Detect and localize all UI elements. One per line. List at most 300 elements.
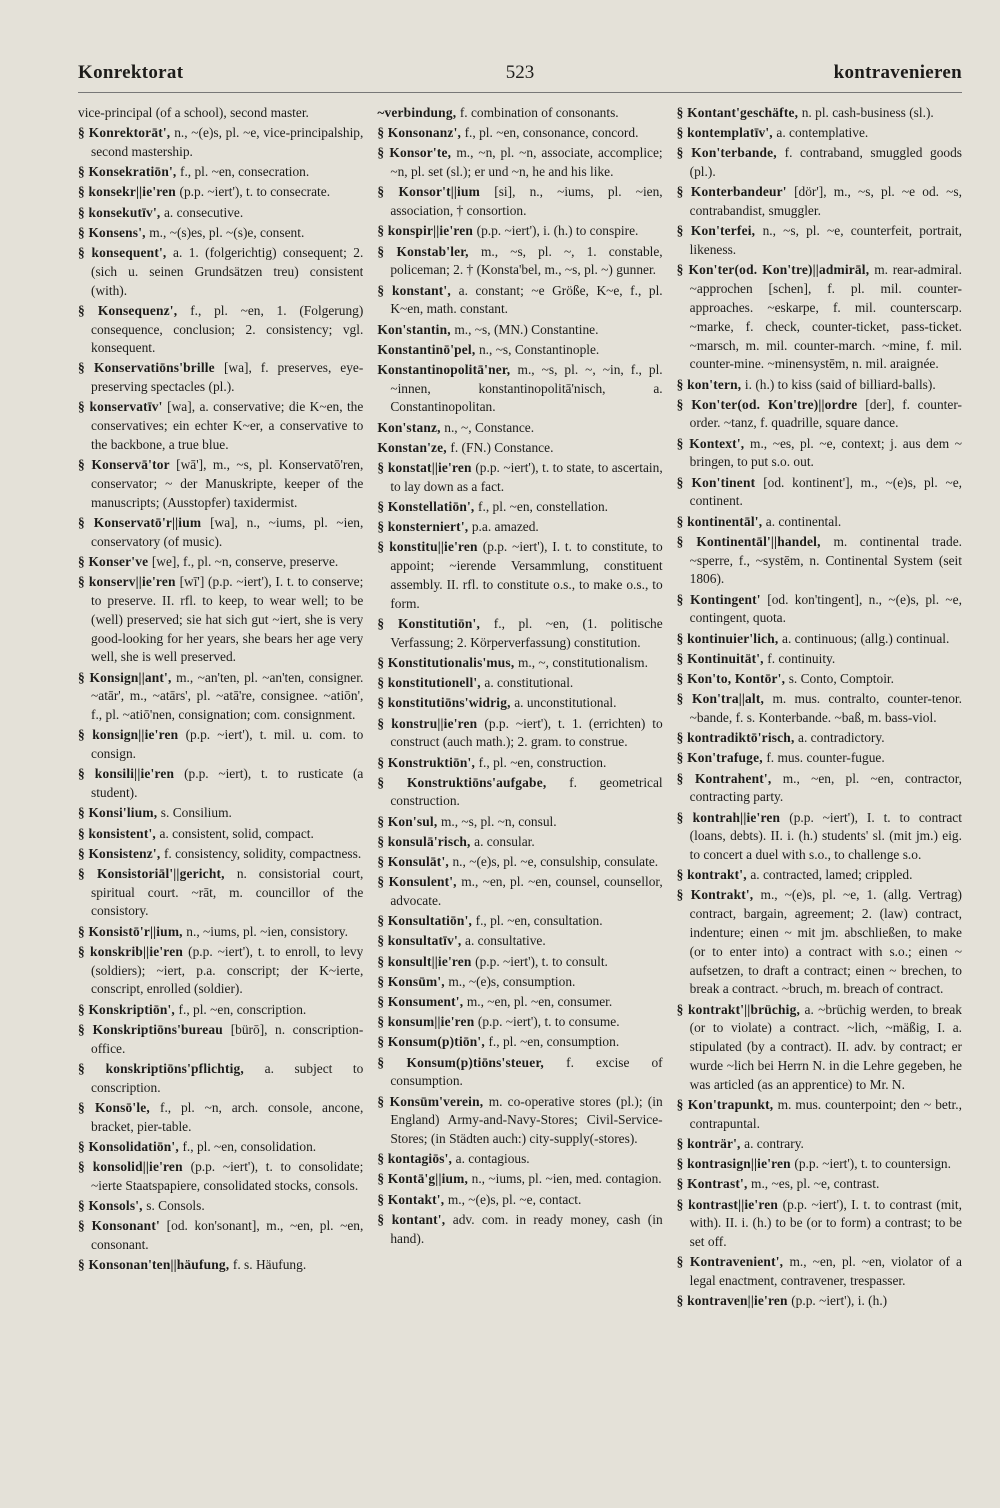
dictionary-entry <box>677 1196 962 1252</box>
entry-headword: § kontrast||ie'ren <box>676 1196 783 1212</box>
dictionary-entry <box>677 261 962 374</box>
entry-definition: f., pl. ~en, consultation. <box>475 913 603 929</box>
entry-definition: f., pl. ~en, consecration. <box>179 164 310 180</box>
dictionary-entry <box>78 302 363 358</box>
entry-headword: § Konstruktiōns'aufgabe, <box>377 774 570 790</box>
dictionary-entry <box>78 1099 363 1137</box>
dictionary-entry <box>377 973 662 992</box>
entry-headword: § Konsor't||ium <box>377 184 495 200</box>
dictionary-entry <box>677 474 962 512</box>
entry-definition: n., ~(e)s, pl. ~e, vice-principalship, second mastership. <box>91 125 364 159</box>
entry-headword: § Konsekratiōn', <box>78 164 180 180</box>
dictionary-entry <box>377 243 662 281</box>
entry-headword: § Konservā'tor <box>78 457 177 473</box>
entry-definition: m., ~s, pl. ~, ~in, f., pl. ~innen, konstantinopolitā'nisch, a. Constantinopolitan. <box>390 361 663 415</box>
dictionary-entry <box>78 943 363 999</box>
entry-definition: f., pl. ~en, constellation. <box>478 499 608 515</box>
entry-definition: (p.p. ~iert'), t. to consecrate. <box>179 184 331 200</box>
entry-definition: [wī'] (p.p. ~iert'), I. t. to conserve; to preserve. II. rfl. to keep, to wear well; to be (well) preserved; sie hat sich gut ~iert, she is very good-looking for her years, she bears her age very well, she is well preserved. <box>91 574 364 665</box>
dictionary-entry <box>677 513 962 532</box>
entry-headword: § Konsor'te, <box>377 145 457 161</box>
dictionary-entry <box>78 726 363 764</box>
entry-headword: § konsekr||ie'ren <box>78 184 180 200</box>
dictionary-entry <box>677 1096 962 1134</box>
entry-definition: f. mus. counter-fugue. <box>766 750 885 766</box>
entry-definition: a. unconstitutional. <box>514 695 617 711</box>
dictionary-entry <box>377 144 662 182</box>
dictionary-entry <box>377 1033 662 1052</box>
entry-headword: § konspir||ie'ren <box>377 223 477 239</box>
entry-definition: a. ~brüchig werden, to break (or to violate) a contract. ~lich, ~mäßig, I. a. stipulated (by a contract). II. adv. by contract; er wurde ~lich bei Herrn N. in die Lehre gegeben, he was articled (as an apprentice) to Mr. N. <box>689 1001 962 1092</box>
entry-definition: m. rear-admiral. ~approchen [schen], f. pl. mil. counter-approaches. ~eskarpe, f. mil. counterscarp. ~marke, f. check, counter-ticket, pass-ticket. ~marsch, m. mil. counter-march. ~mine, f. mil. counter-mine. ~minensystēm, n. mil. araignée. <box>689 262 962 372</box>
entry-definition: a. continental. <box>765 513 842 529</box>
entry-definition: (p.p. ~iert'), I. t. to contract (loans, debts). II. i. (h.) students' sl. (mit jm.) eig. to concert a duel with s.o., to challenge s.o. <box>689 809 962 863</box>
dictionary-entry <box>377 1191 662 1210</box>
entry-definition: (p.p. ~iert'), t. to consult. <box>475 953 608 969</box>
entry-definition: [wa], n., ~iums, pl. ~ien, conservatory (of music). <box>91 515 364 549</box>
entry-definition: n., ~iums, pl. ~ien, med. contagion. <box>471 1171 662 1187</box>
entry-headword: § konsult||ie'ren <box>377 953 476 969</box>
entry-headword: § kontraven||ie'ren <box>676 1293 792 1309</box>
entry-definition: [der], f. counter-order. ~tanz, f. quadrille, square dance. <box>689 396 962 431</box>
dictionary-entry <box>78 825 363 844</box>
entry-definition: m., ~s, (MN.) Constantine. <box>454 321 599 337</box>
entry-definition: (p.p. ~iert'), i. (h.) to conspire. <box>476 223 639 239</box>
entry-headword: § Kontingent' <box>676 591 768 607</box>
dictionary-entry <box>78 1021 363 1059</box>
dictionary-entry <box>677 533 962 589</box>
dictionary-entry <box>377 754 662 773</box>
entry-definition: [od. kontinent'], m., ~(e)s, pl. ~e, continent. <box>689 474 962 509</box>
dictionary-entry <box>78 1138 363 1157</box>
dictionary-entry <box>78 1256 363 1275</box>
entry-definition: p.a. amazed. <box>471 519 539 535</box>
left-guideword: Konrektorat <box>78 62 184 83</box>
entry-headword: § Konstab'ler, <box>377 243 482 259</box>
dictionary-entry <box>78 553 363 572</box>
entry-definition: m., ~s, pl. ~, 1. constable, policeman; 2. † (Konsta'bel, m., ~s, pl. ~) gunner. <box>390 243 663 278</box>
entry-definition: m., ~(e)s, pl. ~e, 1. (allg. Vertrag) contract, bargain, agreement; 2. (law) contract, indenture; einen ~ mit jm. abschließen, to make (or to enter into) a contract with s.o.; einen ~ aufsetzen, to draft a contract; einen ~ brechen, to break a contract. ~bruch, m. breach of contract. <box>689 887 962 997</box>
column-3 <box>677 104 962 1484</box>
entry-definition: f. contraband, smuggled goods (pl.). <box>689 145 962 180</box>
dictionary-entry <box>377 1211 662 1249</box>
dictionary-entry <box>377 694 662 713</box>
entry-headword: § Kontext', <box>676 435 751 451</box>
dictionary-entry <box>377 1150 662 1169</box>
entry-headword: § Konskriptiōns'bureau <box>78 1021 231 1037</box>
dictionary-entry <box>78 1158 363 1196</box>
entry-headword: § konträr', <box>676 1136 745 1151</box>
dictionary-entry <box>78 1217 363 1255</box>
dictionary-entry <box>377 654 662 673</box>
entry-headword: § konstant', <box>377 282 459 298</box>
entry-headword: § Konservatō'r||ium <box>78 515 211 531</box>
entry-headword: § Kon'terfei, <box>676 223 763 239</box>
entry-definition: (p.p. ~iert'), I. t. to constitute, to appoint; ~ierende Versammlung, constituent assembly. II. rfl. to constitute o.s., to make o.s., to form. <box>390 539 663 611</box>
entry-headword: § kontrakt', <box>676 867 751 883</box>
dictionary-entry <box>377 615 662 653</box>
dictionary-entry <box>78 183 363 202</box>
entry-definition: (p.p. ~iert'), t. to countersign. <box>794 1156 951 1172</box>
entry-definition: m., ~n, pl. ~n, associate, accomplice; ~n, pl. set (sl.); er und ~n, he and his like. <box>390 145 663 180</box>
entry-headword: § kon'tern, <box>676 376 745 392</box>
entry-definition: f., pl. ~en, construction. <box>478 754 607 770</box>
entry-definition: m. co-operative stores (pl.); (in England) Army-and-Navy-Stores; Civil-Service-Stores; (in Städten auch:) city-supply(-stores). <box>390 1093 663 1147</box>
dictionary-entry <box>377 1013 662 1032</box>
dictionary-entry <box>377 459 662 497</box>
dictionary-entry <box>677 1001 962 1095</box>
entry-definition: f. (FN.) Constance. <box>450 439 554 455</box>
entry-definition: m. continental trade. ~sperre, f., ~systēm, n. Continental System (seit 1806). <box>689 533 962 587</box>
entry-headword: § Kontrahent', <box>676 770 783 786</box>
entry-definition: [bürō], n. conscription-office. <box>91 1021 364 1056</box>
entry-definition: [od. kon'tingent], n., ~(e)s, pl. ~e, contingent, quota. <box>689 591 962 626</box>
entry-definition: a. consecutive. <box>163 204 244 220</box>
entry-definition: m., ~an'ten, pl. ~an'ten, consigner. ~atār', m., ~atārs', pl. ~atā're, consignee. ~atiōn', f., pl. ~atiō'nen, consignation; com. consignment. <box>91 669 364 723</box>
text-columns <box>78 104 962 1484</box>
entry-headword: § konstru||ie'ren <box>377 715 485 731</box>
entry-headword: § kontinentāl', <box>676 513 766 529</box>
dictionary-entry <box>677 396 962 434</box>
entry-headword: § Kontakt', <box>377 1191 448 1207</box>
entry-headword: § konstitu||ie'ren <box>377 539 483 555</box>
entry-definition: a. subject to conscription. <box>91 1060 364 1095</box>
entry-headword: § Konsistoriāl'||gericht, <box>78 865 237 881</box>
entry-headword: § kontrah||ie'ren <box>676 809 790 825</box>
entry-definition: f. combination of consonants. <box>459 105 619 120</box>
entry-definition: f., pl. ~n, arch. console, ancone, bracket, pier-table. <box>91 1099 364 1134</box>
entry-headword: Konstantinopolitā'ner, <box>377 361 518 377</box>
entry-definition: [dör'], m., ~s, pl. ~e od. ~s, contrabandist, smuggler. <box>689 184 962 219</box>
dictionary-entry <box>677 376 962 395</box>
entry-definition: m., ~es, pl. ~e, contrast. <box>751 1176 880 1192</box>
dictionary-entry <box>677 749 962 768</box>
entry-definition: f. consistency, solidity, compactness. <box>163 845 362 861</box>
dictionary-entry <box>78 923 363 942</box>
dictionary-entry <box>78 1001 363 1020</box>
entry-definition: (p.p. ~iert'), t. mil. u. com. to consign. <box>91 727 364 762</box>
entry-headword: § Konsulent', <box>377 874 462 890</box>
dictionary-entry <box>377 993 662 1012</box>
entry-definition: (p.p. ~iert'), t. to enroll, to levy (soldiers); ~iert, p.a. conscript; der K~ierte, conscript, enrolled (soldier). <box>91 943 364 997</box>
entry-definition: i. (h.) to kiss (said of billiard-balls). <box>744 376 936 392</box>
entry-headword: § kontant', <box>377 1211 453 1227</box>
entry-definition: (p.p. ~iert'), I. t. to contrast (mit, with). II. i. (h.) to be (or to form) a contrast; to be set off. <box>689 1196 962 1250</box>
entry-definition: [wa], a. conservative; die K~en, the conservatives; ein echter K~er, a conservative to the backbone, a true blue. <box>91 399 364 453</box>
dictionary-entry <box>677 591 962 629</box>
dictionary-entry <box>377 833 662 852</box>
entry-headword: § Konsequenz', <box>78 302 191 318</box>
dictionary-entry <box>78 398 363 454</box>
entry-headword: § Konsonan'ten||häufung, <box>78 1257 233 1273</box>
entry-headword: § Konsistō'r||ium, <box>78 923 187 939</box>
dictionary-entry <box>377 498 662 517</box>
dictionary-entry <box>377 1093 662 1149</box>
entry-headword: § Konstellatiōn', <box>377 499 479 515</box>
dictionary-entry <box>377 282 662 320</box>
dictionary-entry <box>78 669 363 725</box>
dictionary-entry <box>78 244 363 300</box>
entry-definition: [we], f., pl. ~n, conserve, preserve. <box>151 554 339 570</box>
dictionary-entry <box>377 674 662 693</box>
entry-definition: [od. kon'sonant], m., ~en, pl. ~en, consonant. <box>91 1218 364 1252</box>
entry-headword: § konstitutionell', <box>377 675 485 691</box>
entry-definition: s. Conto, Comptoir. <box>788 670 894 686</box>
entry-definition: m., ~s, pl. ~n, consul. <box>440 813 557 829</box>
entry-headword: § Konstitutiōn', <box>377 615 494 631</box>
dictionary-entry <box>78 514 363 552</box>
entry-headword: § Konsens', <box>78 224 150 240</box>
right-guideword: kontravenieren <box>833 62 962 83</box>
dictionary-entry <box>377 932 662 951</box>
entry-headword: § Konsument', <box>377 993 467 1009</box>
dictionary-entry <box>677 1292 962 1311</box>
dictionary-entry <box>78 359 363 397</box>
entry-headword: § Kon'to, Kontōr', <box>676 670 789 686</box>
dictionary-entry <box>377 774 662 812</box>
entry-headword: § Kon'ter(od. Kon'tre)||admirāl, <box>676 262 875 278</box>
dictionary-entry <box>78 845 363 864</box>
entry-definition: f., pl. ~en, conscription. <box>178 1001 307 1017</box>
entry-headword: § konsultatīv', <box>377 933 465 949</box>
dictionary-entry <box>377 222 662 241</box>
entry-definition: f., pl. ~en, consolidation. <box>182 1138 317 1154</box>
dictionary-entry <box>78 204 363 223</box>
entry-headword: § Konterbandeur' <box>676 184 795 200</box>
entry-headword: § Konser've <box>78 554 152 570</box>
dictionary-entry <box>78 124 363 162</box>
running-head <box>78 62 962 88</box>
entry-definition: m., ~en, pl. ~en, consumer. <box>466 993 613 1009</box>
entry-headword: § konsili||ie'ren <box>78 766 185 782</box>
entry-headword: § Konsi'lium, <box>78 805 161 821</box>
dictionary-entry <box>377 518 662 537</box>
entry-definition: [wā'], m., ~s, pl. Konservatō'ren, conservator; ~ der Manuskripte, keeper of the manuscripts; (Ausstopfer) taxidermist. <box>91 457 364 510</box>
dictionary-entry <box>677 144 962 182</box>
entry-headword: § kontrasign||ie'ren <box>676 1156 795 1172</box>
entry-definition: a. 1. (folgerichtig) consequent; 2. (sich u. seinen Grundsätzen treu) consistent (with). <box>91 244 364 298</box>
entry-headword: § konsterniert', <box>377 519 472 535</box>
dictionary-entry <box>78 224 363 243</box>
dictionary-entry <box>377 124 662 143</box>
entry-definition: (p.p. ~iert'), t. to consolidate; ~ierte Staatspapiere, consolidated stocks, consols. <box>91 1158 364 1193</box>
entry-headword: § konserv||ie'ren <box>78 574 180 590</box>
entry-headword: § Kon'terbande, <box>676 145 785 161</box>
entry-headword: § konservatīv' <box>78 399 168 415</box>
entry-headword: § Konsistenz', <box>78 845 164 861</box>
dictionary-entry <box>78 865 363 921</box>
entry-definition: m., ~es, pl. ~e, context; j. aus dem ~ bringen, to put s.o. out. <box>689 435 962 470</box>
dictionary-entry <box>377 361 662 417</box>
entry-headword: § Konsonanz', <box>377 125 465 141</box>
entry-headword: § Konsum(p)tiōn', <box>377 1034 489 1050</box>
entry-headword: § kontinuier'lich, <box>676 630 783 646</box>
entry-definition: a. consultative. <box>465 933 546 949</box>
dictionary-entry <box>677 222 962 260</box>
column-2 <box>377 104 662 1484</box>
entry-definition: f. excise of consumption. <box>390 1054 663 1089</box>
dictionary-entry <box>677 1253 962 1291</box>
entry-definition: (p.p. ~iert'), t. 1. (errichten) to construct (auch math.); 2. gram. to construe. <box>390 715 663 750</box>
entry-definition: f., pl. ~en, consonance, concord. <box>464 125 639 141</box>
dictionary-entry <box>677 1155 962 1174</box>
dictionary-entry <box>377 104 662 123</box>
entry-headword: § kontagiōs', <box>377 1151 456 1167</box>
entry-headword: § konsign||ie'ren <box>78 727 186 743</box>
entry-headword: § konskriptiōns'pflichtig, <box>78 1060 265 1076</box>
dictionary-entry <box>78 1060 363 1098</box>
entry-headword: § Konsūm'verein, <box>377 1093 489 1109</box>
entry-definition: f., pl. ~en, 1. (Folgerung) consequence, conclusion; 2. consistency; vgl. konsequent. <box>91 302 364 356</box>
dictionary-entry <box>377 1170 662 1189</box>
entry-definition: n. consistorial court, spiritual court. ~rāt, m. councillor of the consistory. <box>91 865 364 919</box>
entry-headword: ~verbindung, <box>377 105 460 120</box>
dictionary-entry <box>78 163 363 182</box>
dictionary-entry <box>677 1175 962 1194</box>
entry-definition: vice-principal (of a school), second master. <box>78 105 309 120</box>
entry-definition: m., ~(e)s, pl. ~e, contact. <box>447 1191 582 1207</box>
dictionary-entry <box>677 650 962 669</box>
dictionary-entry <box>377 439 662 458</box>
entry-headword: § konsulā'risch, <box>377 833 475 849</box>
dictionary-entry <box>677 1135 962 1154</box>
entry-headword: Kon'stanz, <box>377 419 445 435</box>
entry-definition: f., pl. ~en, consumption. <box>488 1034 620 1050</box>
dictionary-entry <box>78 456 363 512</box>
dictionary-entry <box>377 912 662 931</box>
entry-headword: § Kontant'geschäfte, <box>676 105 802 120</box>
entry-definition: a. contracted, lamed; crippled. <box>750 867 913 883</box>
header-rule <box>78 92 962 93</box>
dictionary-entry <box>377 715 662 753</box>
entry-definition: a. constant; ~e Größe, K~e, f., pl. K~en, math. constant. <box>390 282 663 317</box>
entry-headword: § Kontinentāl'||handel, <box>676 533 834 549</box>
entry-definition: f. s. Häufung. <box>232 1257 307 1273</box>
dictionary-entry <box>677 729 962 748</box>
dictionary-entry <box>677 866 962 885</box>
dictionary-entry <box>677 809 962 865</box>
dictionary-entry <box>377 183 662 221</box>
entry-headword: § konsekutīv', <box>78 204 164 220</box>
entry-definition: n., ~s, pl. ~e, counterfeit, portrait, likeness. <box>689 223 962 258</box>
entry-headword: § konsequent', <box>78 244 174 260</box>
entry-definition: m., ~(s)es, pl. ~(s)e, consent. <box>149 224 305 240</box>
entry-definition: (p.p. ~iert'), t. to state, to ascertain, to lay down as a fact. <box>390 460 663 494</box>
dictionary-entry <box>377 538 662 613</box>
entry-headword: § Konservatiōns'brille <box>78 360 224 376</box>
entry-headword: § kontradiktō'risch, <box>676 730 799 746</box>
entry-headword: § Kontinuität', <box>676 650 768 666</box>
dictionary-entry <box>377 853 662 872</box>
dictionary-entry <box>677 690 962 728</box>
entry-definition: [si], n., ~iums, pl. ~ien, association, † consortion. <box>390 184 663 219</box>
dictionary-entry <box>377 813 662 832</box>
entry-definition: f., pl. ~en, (1. politische Verfassung; 2. Körperverfassung) constitution. <box>390 615 663 650</box>
entry-definition: s. Consilium. <box>160 805 232 821</box>
entry-headword: § Konstruktiōn', <box>377 754 479 770</box>
entry-definition: [wa], f. preserves, eye-preserving spectacles (pl.). <box>91 360 364 395</box>
entry-headword: § Kon'sul, <box>377 813 441 829</box>
dictionary-entry <box>677 886 962 999</box>
dictionary-entry <box>377 419 662 438</box>
entry-headword: § Konstitutionalis'mus, <box>377 654 518 670</box>
entry-definition: a. consular. <box>474 833 535 849</box>
entry-headword: § Konsolidatiōn', <box>78 1138 183 1154</box>
entry-definition: a. contagious. <box>455 1151 530 1167</box>
dictionary-entry <box>377 341 662 360</box>
entry-definition: m., ~en, pl. ~en, counsel, counsellor, advocate. <box>390 874 663 909</box>
entry-definition: n. pl. cash-business (sl.). <box>801 105 934 120</box>
entry-headword: § konskrib||ie'ren <box>78 943 189 959</box>
dictionary-entry <box>677 670 962 689</box>
entry-headword: Kon'stantin, <box>377 321 455 337</box>
entry-definition: n., ~(e)s, pl. ~e, consulship, consulate. <box>452 854 659 870</box>
entry-definition: m., ~, constitutionalism. <box>517 654 648 670</box>
entry-definition: m., ~en, pl. ~en, violator of a legal enactment, contravener, trespasser. <box>689 1254 962 1289</box>
entry-definition: adv. com. in ready money, cash (in hand). <box>390 1211 663 1246</box>
dictionary-entry <box>78 765 363 803</box>
entry-headword: § Kon'tinent <box>676 474 764 490</box>
entry-headword: § Kontravenient', <box>676 1254 790 1270</box>
entry-headword: § Konsign||ant', <box>78 669 177 685</box>
entry-headword: § Konrektorāt', <box>78 125 175 141</box>
dictionary-entry <box>377 1054 662 1092</box>
entry-headword: § Kon'trapunkt, <box>676 1097 778 1113</box>
dictionary-entry <box>677 124 962 143</box>
column-1 <box>78 104 363 1484</box>
entry-definition: f. geometrical construction. <box>390 774 663 809</box>
entry-headword: § Kon'trafuge, <box>676 750 767 766</box>
entry-headword: § Kon'ter(od. Kon'tre)||ordre <box>676 396 866 412</box>
entry-headword: § konsistent', <box>78 825 160 841</box>
entry-headword: § kontemplatīv', <box>676 125 777 141</box>
entry-definition: n., ~, Constance. <box>444 419 535 435</box>
entry-definition: a. continuous; (allg.) continual. <box>782 630 950 646</box>
entry-definition: a. contrary. <box>744 1136 804 1151</box>
entry-headword: § Konsō'le, <box>78 1099 160 1115</box>
dictionary-entry <box>377 321 662 340</box>
entry-definition: (p.p. ~iert'), i. (h.) <box>791 1293 888 1309</box>
dictionary-entry <box>677 183 962 221</box>
entry-headword: § kontrakt'||brüchig, <box>676 1001 805 1017</box>
dictionary-entry <box>78 573 363 667</box>
entry-headword: § Kontrast', <box>676 1176 752 1192</box>
entry-definition: (p.p. ~iert), t. to rusticate (a student). <box>91 766 364 801</box>
entry-headword: § konsum||ie'ren <box>377 1014 478 1030</box>
entry-definition: n., ~s, Constantinople. <box>478 341 600 357</box>
dictionary-entry <box>78 804 363 823</box>
entry-definition: m., ~en, pl. ~en, contractor, contracting party. <box>689 770 962 805</box>
dictionary-entry <box>377 953 662 972</box>
entry-headword: § Konsultatiōn', <box>377 913 476 929</box>
entry-headword: § Konsulāt', <box>377 854 453 870</box>
entry-headword: § Kontrakt', <box>676 887 761 903</box>
dictionary-entry <box>78 1197 363 1216</box>
entry-definition: m., ~(e)s, consumption. <box>448 973 576 989</box>
entry-definition: f. continuity. <box>767 650 836 666</box>
dictionary-entry <box>677 435 962 473</box>
entry-definition: m. mus. contralto, counter-tenor. ~bande, f. s. Konterbande. ~baß, m. bass-viol. <box>689 691 962 725</box>
entry-definition: (p.p. ~iert'), t. to consume. <box>477 1014 620 1030</box>
entry-headword: § Konsūm', <box>377 973 449 989</box>
entry-definition: a. constitutional. <box>484 675 574 691</box>
entry-headword: § Kontā'g||ium, <box>377 1171 472 1187</box>
entry-headword: § Konsonant' <box>78 1218 167 1234</box>
entry-definition: n., ~iums, pl. ~ien, consistory. <box>186 923 348 939</box>
entry-definition: a. contradictory. <box>798 730 885 746</box>
entry-headword: § konstitutiōns'widrig, <box>377 695 515 711</box>
entry-headword: § Kon'tra||alt, <box>676 691 773 707</box>
